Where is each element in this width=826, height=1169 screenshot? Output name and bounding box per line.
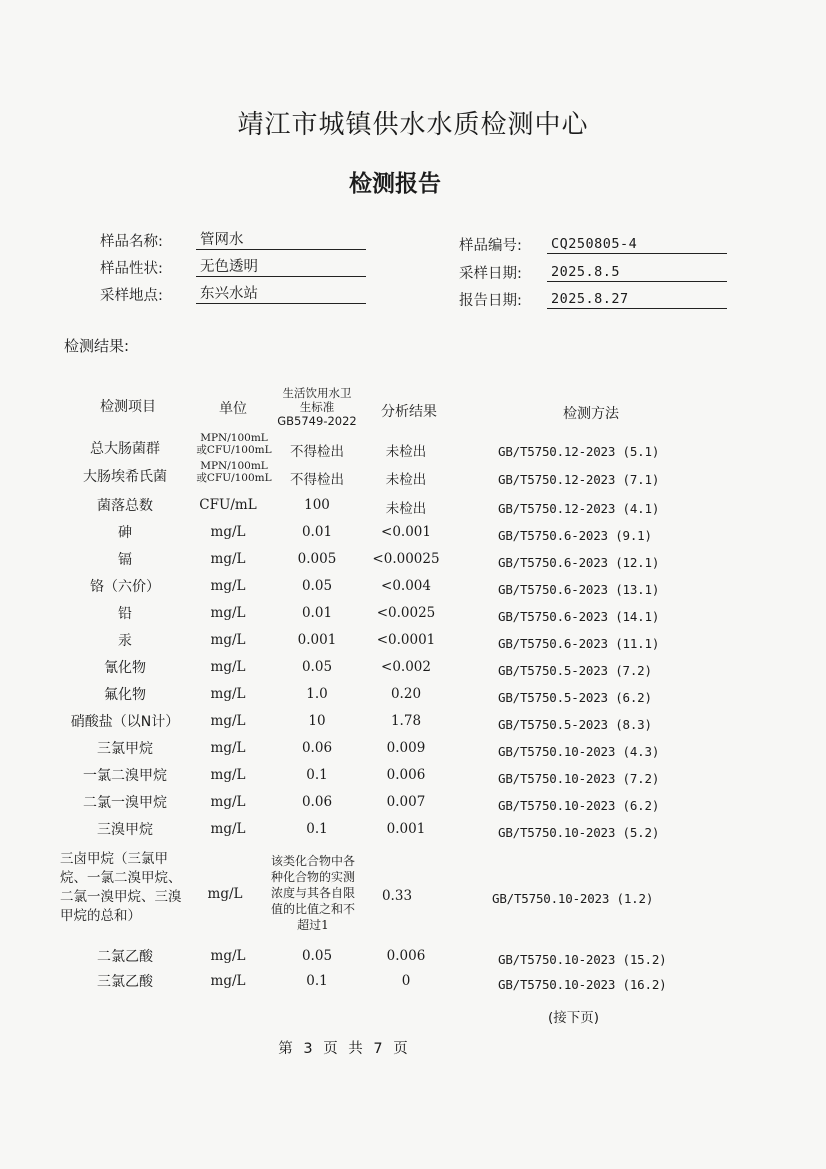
row-unit: mg/L (210, 659, 246, 675)
header-standard: 生活饮用水卫生标准GB5749-2022 (277, 386, 357, 428)
row-result: 0.33 (381, 888, 413, 904)
row-item: 硝酸盐（以N计） (70, 714, 180, 730)
row-unit: mg/L (210, 740, 246, 756)
row-standard: 0.06 (301, 740, 333, 756)
sample-location-label: 采样地点: (100, 288, 163, 304)
row-unit: MPN/100mL或CFU/100mL (196, 460, 272, 484)
sample-number-label: 样品编号: (459, 238, 522, 254)
row-standard: 0.06 (301, 794, 333, 810)
row-standard: 0.01 (301, 524, 333, 540)
row-method: GB/T5750.6-2023 (13.1) (498, 582, 660, 597)
row-result: 0.006 (386, 767, 426, 783)
row-item: 三氯甲烷 (97, 741, 153, 757)
row-standard: 1.0 (306, 686, 328, 702)
row-result: <0.002 (381, 659, 431, 675)
results-label: 检测结果: (64, 337, 130, 355)
row-unit: mg/L (210, 686, 246, 702)
row-item: 砷 (118, 525, 132, 541)
row-method: GB/T5750.10-2023 (16.2) (498, 977, 667, 992)
row-item: 氟化物 (104, 687, 146, 703)
row-item: 总大肠菌群 (90, 441, 160, 457)
sample-number-value: CQ250805-4 (547, 235, 727, 254)
row-standard: 0.05 (301, 578, 333, 594)
page-footer: 第 3 页 共 7 页 (278, 1041, 408, 1057)
row-standard: 0.1 (306, 821, 328, 837)
sample-state-value: 无色透明 (196, 258, 366, 277)
row-unit: mg/L (210, 524, 246, 540)
row-result: 未检出 (385, 501, 427, 517)
row-method: GB/T5750.10-2023 (5.2) (498, 825, 660, 840)
row-result: 0.001 (386, 821, 426, 837)
row-unit: CFU/mL (199, 497, 257, 513)
row-standard: 该类化合物中各种化合物的实测浓度与其各自限值的比值之和不超过1 (270, 854, 355, 932)
row-unit: mg/L (210, 578, 246, 594)
sample-date-label: 采样日期: (459, 266, 522, 282)
row-unit: mg/L (210, 794, 246, 810)
row-result: <0.001 (381, 524, 431, 540)
row-unit: mg/L (210, 605, 246, 621)
header-result: 分析结果 (381, 404, 437, 420)
report-date-label: 报告日期: (459, 293, 522, 309)
row-item: 铬（六价） (90, 579, 160, 595)
row-standard: 0.001 (297, 632, 337, 648)
row-unit: mg/L (210, 551, 246, 567)
row-item: 三卤甲烷（三氯甲烷、一氯二溴甲烷、二氯一溴甲烷、三溴甲烷的总和） (60, 851, 182, 924)
header-item: 检测项目 (100, 399, 156, 415)
row-result: <0.0001 (376, 632, 436, 648)
sample-name-value: 管网水 (196, 231, 366, 250)
row-unit: mg/L (210, 632, 246, 648)
row-unit: mg/L (210, 973, 246, 989)
row-method: GB/T5750.10-2023 (6.2) (498, 798, 660, 813)
row-standard: 0.05 (301, 948, 333, 964)
row-item: 三氯乙酸 (97, 974, 153, 990)
row-method: GB/T5750.6-2023 (12.1) (498, 555, 660, 570)
row-method: GB/T5750.10-2023 (4.3) (498, 744, 660, 759)
row-result: <0.004 (381, 578, 431, 594)
row-result: <0.00025 (372, 551, 440, 567)
row-method: GB/T5750.10-2023 (15.2) (498, 952, 667, 967)
row-standard: 0.005 (297, 551, 337, 567)
row-standard: 不得检出 (290, 444, 344, 460)
row-unit: mg/L (210, 821, 246, 837)
row-unit: MPN/100mL或CFU/100mL (196, 432, 272, 456)
row-standard: 10 (308, 713, 326, 729)
row-method: GB/T5750.6-2023 (14.1) (498, 609, 660, 624)
row-standard: 0.01 (301, 605, 333, 621)
sample-state-label: 样品性状: (100, 261, 163, 277)
row-standard: 0.1 (306, 767, 328, 783)
sample-name-label: 样品名称: (100, 234, 163, 250)
row-unit: mg/L (210, 767, 246, 783)
row-item: 三溴甲烷 (97, 822, 153, 838)
continued-note: (接下页) (548, 1010, 600, 1026)
row-item: 菌落总数 (97, 498, 153, 514)
row-item: 一氯二溴甲烷 (83, 768, 167, 784)
sample-date-value: 2025.8.5 (547, 263, 727, 282)
row-unit: mg/L (207, 886, 243, 902)
row-method: GB/T5750.6-2023 (9.1) (498, 528, 652, 543)
row-standard: 0.05 (301, 659, 333, 675)
row-item: 氰化物 (104, 660, 146, 676)
report-title: 检测报告 (349, 171, 441, 197)
row-method: GB/T5750.12-2023 (7.1) (498, 472, 660, 487)
row-method: GB/T5750.10-2023 (1.2) (492, 891, 654, 906)
organization-title: 靖江市城镇供水水质检测中心 (237, 110, 589, 140)
row-result: 未检出 (385, 444, 427, 460)
row-unit: mg/L (210, 713, 246, 729)
row-method: GB/T5750.5-2023 (8.3) (498, 717, 652, 732)
row-method: GB/T5750.5-2023 (7.2) (498, 663, 652, 678)
row-standard: 不得检出 (290, 472, 344, 488)
row-method: GB/T5750.10-2023 (7.2) (498, 771, 660, 786)
row-standard: 0.1 (306, 973, 328, 989)
row-result: 0.009 (386, 740, 426, 756)
row-unit: mg/L (210, 948, 246, 964)
header-method: 检测方法 (563, 406, 619, 422)
row-result: 0.20 (390, 686, 422, 702)
row-result: 0.006 (386, 948, 426, 964)
header-unit: 单位 (219, 401, 247, 417)
row-result: 未检出 (385, 472, 427, 488)
row-result: <0.0025 (376, 605, 436, 621)
row-standard: 100 (304, 497, 330, 513)
row-item: 汞 (118, 633, 132, 649)
row-method: GB/T5750.6-2023 (11.1) (498, 636, 660, 651)
row-item: 镉 (118, 552, 132, 568)
row-result: 0 (401, 973, 411, 989)
sample-location-value: 东兴水站 (196, 285, 366, 304)
report-date-value: 2025.8.27 (547, 290, 727, 309)
row-item: 二氯一溴甲烷 (83, 795, 167, 811)
row-item: 二氯乙酸 (97, 949, 153, 965)
row-method: GB/T5750.12-2023 (4.1) (498, 501, 660, 516)
row-result: 1.78 (390, 713, 422, 729)
row-method: GB/T5750.5-2023 (6.2) (498, 690, 652, 705)
row-method: GB/T5750.12-2023 (5.1) (498, 444, 660, 459)
row-result: 0.007 (386, 794, 426, 810)
row-item: 大肠埃希氏菌 (83, 469, 167, 485)
row-item: 铅 (118, 606, 132, 622)
